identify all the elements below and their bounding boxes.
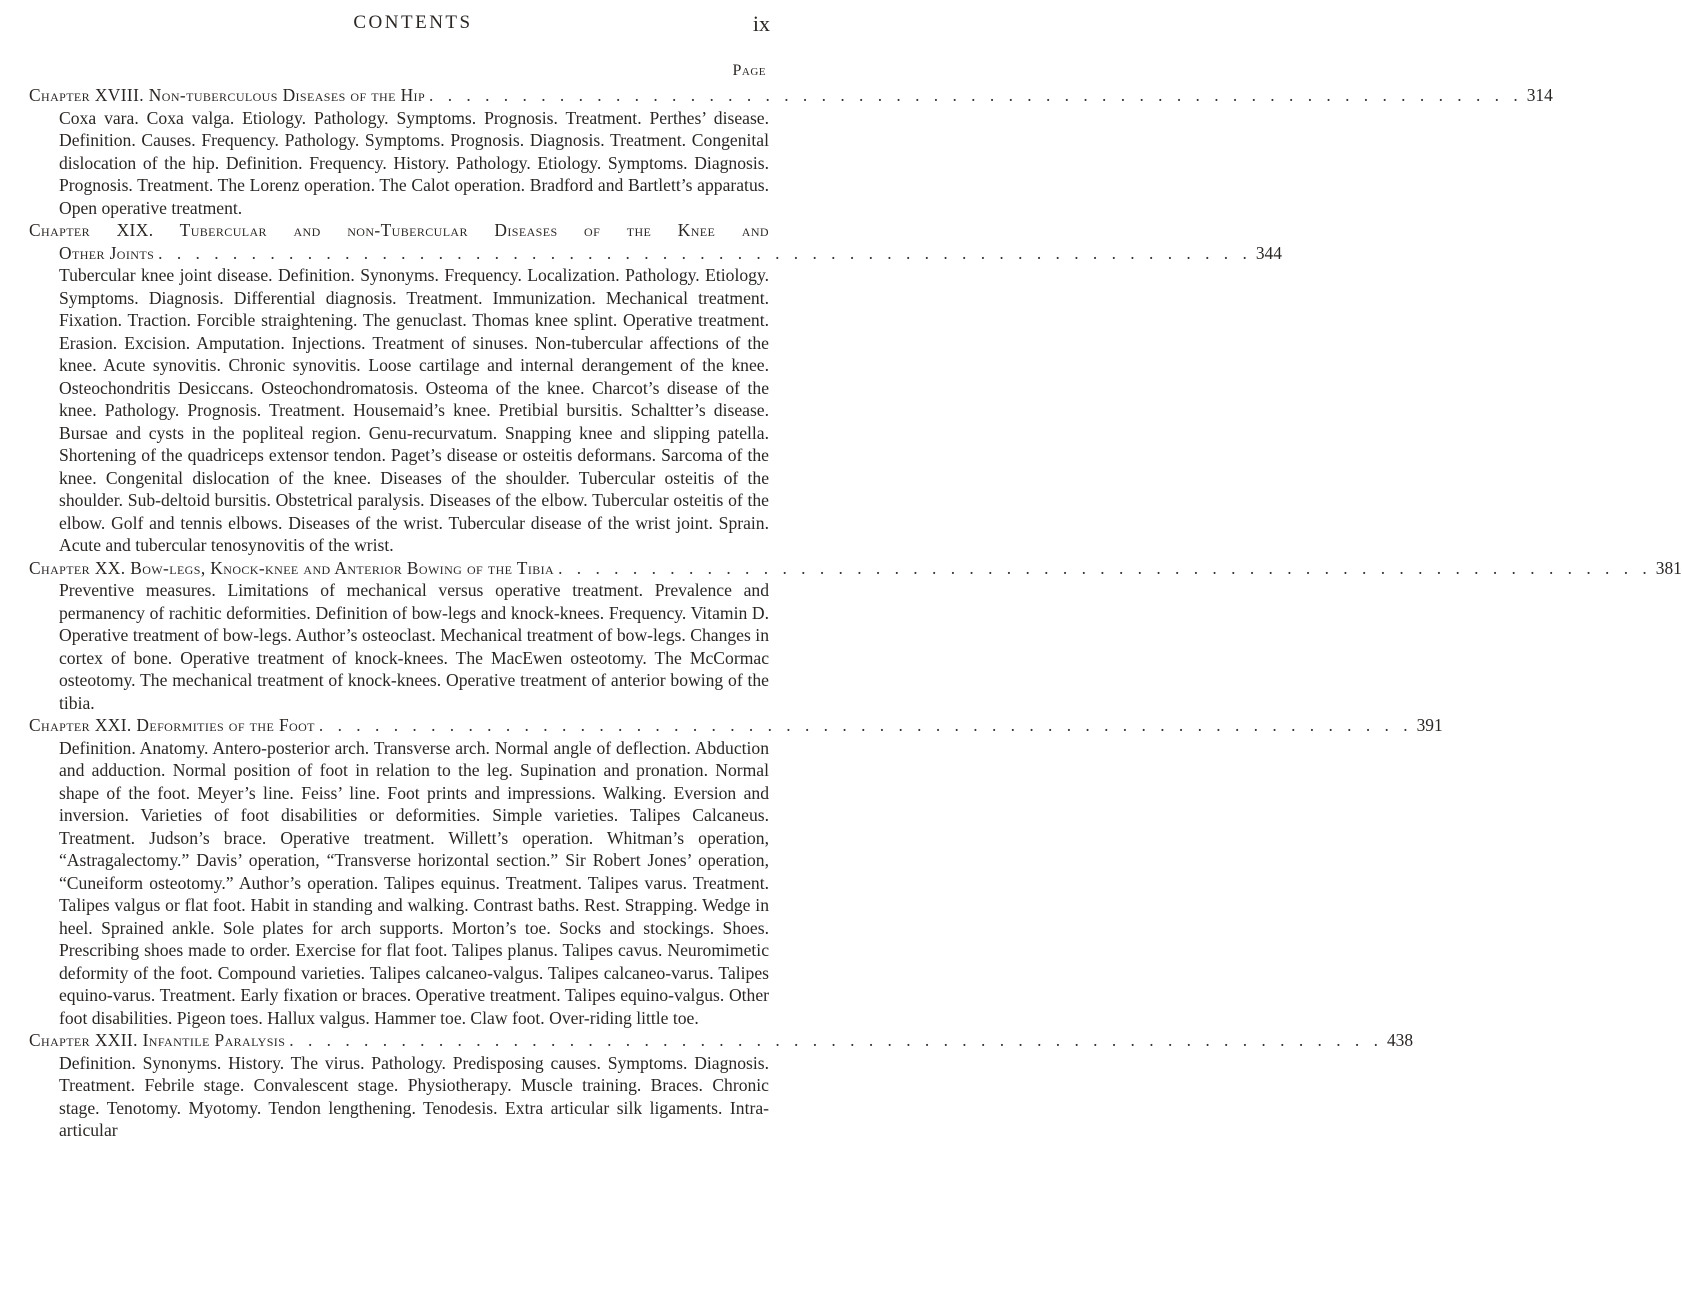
- chapter-heading[interactable]: [29, 242, 1282, 265]
- chapter-page-number: 391: [1416, 715, 1443, 735]
- dot-leader: . . . . . . . . . . . . . . . . . . . . . . . . . . . . . . . . . . . . . . . . . . . . . . . . . . . . . . . . . . .: [289, 1030, 1383, 1050]
- toc-entry-chapter-22: [29, 1029, 1414, 1142]
- chapter-title: Chapter XXI. Deformities of the Foot: [29, 715, 315, 735]
- page-column-label: Page: [732, 62, 766, 79]
- chapter-title: Chapter XVIII. Non-tuberculous Diseases of the Hip: [29, 85, 426, 105]
- chapter-page-number: 344: [1255, 242, 1282, 263]
- running-head-title: CONTENTS: [353, 12, 473, 33]
- dot-leader: . . . . . . . . . . . . . . . . . . . . . . . . . . . . . . . . . . . . . . . . . . . . . . . . . . . . . . . . . . .: [318, 715, 1413, 735]
- toc-entry-chapter-18: [29, 84, 1553, 219]
- toc-entry-chapter-21: [29, 714, 1443, 1029]
- chapter-title: Chapter XX. Bow-legs, Knock-knee and Anterior Bowing of the Tibia: [29, 557, 555, 578]
- running-head: [58, 12, 768, 42]
- table-of-contents: [29, 84, 1682, 1142]
- chapter-page-number: 438: [1386, 1030, 1414, 1050]
- chapter-topics: Coxa vara. Coxa valga. Etiology. Pathology. Symptoms. Prognosis. Treatment. Perthes’ disease. Definition. Causes. Frequency. Pathology. Symptoms. Prognosis. Diagnosis. Treatment. Congenital dislocation of the hip. Definition. Frequency. History. Pathology. Etiology. Symptoms. Diagnosis. Prognosis. Treatment. The Lorenz operation. The Calot operation. Bradford and Bartlett’s apparatus. Open operative treatment.: [59, 107, 769, 218]
- page-folio: ix: [752, 11, 770, 36]
- dot-leader: . . . . . . . . . . . . . . . . . . . . . . . . . . . . . . . . . . . . . . . . . . . . . . . . . . . . . . . . . . .: [558, 557, 1652, 578]
- chapter-heading[interactable]: [29, 557, 1682, 580]
- chapter-title: Chapter XXII. Infantile Paralysis: [29, 1030, 286, 1050]
- chapter-page-number: 381: [1655, 557, 1682, 578]
- chapter-topics: Preventive measures. Limitations of mechanical versus operative treatment. Prevalence and permanency of rachitic deformities. Definition of bow-legs and knock-knees. Frequency. Vitamin D. Operative treatment of bow-legs. Author’s osteoclast. Mechanical treatment of bow-legs. Changes in cortex of bone. Operative treatment of knock-knees. The MacEwen osteotomy. The McCormac osteotomy. The mechanical treatment of knock-knees. Operative treatment of anterior bowing of the tibia.: [59, 580, 769, 713]
- dot-leader: . . . . . . . . . . . . . . . . . . . . . . . . . . . . . . . . . . . . . . . . . . . . . . . . . . . . . . . . . . .: [429, 85, 1523, 105]
- chapter-topics: Definition. Anatomy. Antero-posterior arch. Transverse arch. Normal angle of deflection. Abduction and adduction. Normal position of foot in relation to the leg. Supination and pronation. Normal shape of the foot. Meyer’s line. Feiss’ line. Foot prints and impressions. Walking. Eversion and inversion. Varieties of foot disabilities or deformities. Simple varieties. Talipes Calcaneus. Treatment. Judson’s brace. Operative treatment. Willett’s operation. Whitman’s operation, “Astragalectomy.” Davis’ operation, “Transverse horizontal section.” Sir Robert Jones’ operation, “Cuneiform osteotomy.” Author’s operation. Talipes equinus. Treatment. Talipes varus. Treatment. Talipes valgus or flat foot. Habit in standing and walking. Contrast baths. Rest. Strapping. Wedge in heel. Sprained ankle. Sole plates for arch supports. Morton’s toe. Socks and stockings. Shoes. Prescribing shoes made to order. Exercise for flat foot. Talipes planus. Talipes cavus. Neuromimetic deformity of the foot. Compound varieties. Talipes calcaneo-valgus. Talipes calcaneo-varus. Talipes equino-varus. Treatment. Early fixation or braces. Operative treatment. Talipes equino-valgus. Other foot disabilities. Pigeon toes. Hallux valgus. Hammer toe. Claw foot. Over-riding little toe.: [59, 737, 769, 1028]
- chapter-heading[interactable]: [29, 1029, 1414, 1052]
- chapter-heading[interactable]: [29, 714, 1443, 737]
- chapter-heading-line-1[interactable]: Chapter XIX. Tubercular and non-Tubercular Diseases of the Knee and: [29, 220, 769, 240]
- dot-leader: . . . . . . . . . . . . . . . . . . . . . . . . . . . . . . . . . . . . . . . . . . . . . . . . . . . . . . . . . . .: [158, 242, 1252, 263]
- chapter-topics: Definition. Synonyms. History. The virus. Pathology. Predisposing causes. Symptoms. Diagnosis. Treatment. Febrile stage. Convalescent stage. Physiotherapy. Muscle training. Braces. Chronic stage. Tenotomy. Myotomy. Tendon lengthening. Tenodesis. Extra articular silk ligaments. Intra-articular: [59, 1052, 769, 1140]
- chapter-topics: Tubercular knee joint disease. Definition. Synonyms. Frequency. Localization. Pathology. Etiology. Symptoms. Diagnosis. Differential diagnosis. Treatment. Immunization. Mechanical treatment. Fixation. Traction. Forcible straightening. The genuclast. Thomas knee splint. Operative treatment. Erasion. Excision. Amputation. Injections. Treatment of sinuses. Non-tubercular affections of the knee. Acute synovitis. Chronic synovitis. Loose cartilage and internal derangement of the knee. Osteochondritis Desiccans. Osteochondromatosis. Osteoma of the knee. Charcot’s disease of the knee. Pathology. Prognosis. Treatment. Housemaid’s knee. Pretibial bursitis. Schaltter’s disease. Bursae and cysts in the popliteal region. Genu-recurvatum. Snapping knee and slipping patella. Shortening of the quadriceps extensor tendon. Paget’s disease or osteitis deformans. Sarcoma of the knee. Congenital dislocation of the knee. Diseases of the shoulder. Tubercular osteitis of the shoulder. Sub-deltoid bursitis. Obstetrical paralysis. Diseases of the elbow. Tubercular osteitis of the elbow. Golf and tennis elbows. Diseases of the wrist. Tubercular disease of the wrist joint. Sprain. Acute and tubercular tenosynovitis of the wrist.: [59, 265, 769, 555]
- toc-entry-chapter-19: [29, 219, 1282, 557]
- chapter-heading[interactable]: [29, 84, 1553, 107]
- chapter-title: Other Joints: [59, 242, 155, 263]
- toc-entry-chapter-20: [29, 557, 1682, 715]
- chapter-page-number: 314: [1526, 85, 1553, 105]
